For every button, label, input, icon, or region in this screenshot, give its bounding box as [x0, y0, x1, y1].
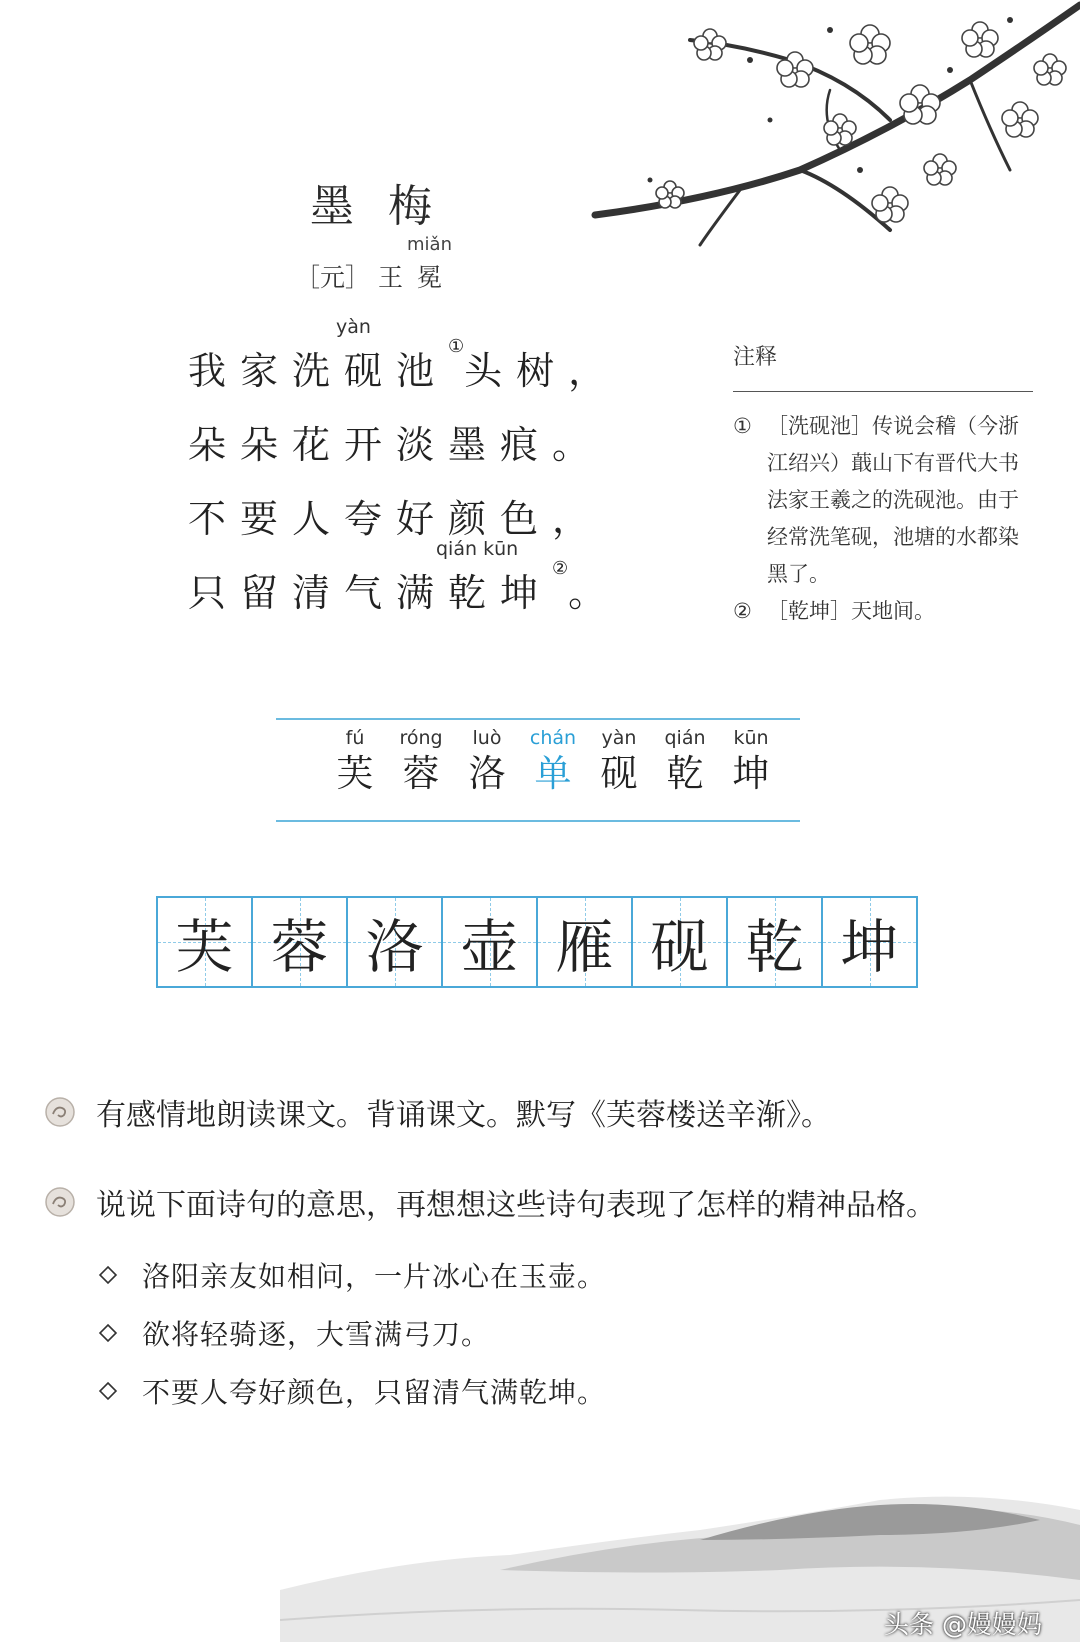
char-pinyin: yàn: [601, 727, 637, 749]
footnote-marker: ②: [552, 558, 569, 579]
char-hanzi: 芙: [336, 752, 374, 795]
grid-cell: [823, 898, 916, 986]
sub-item: [98, 1371, 606, 1411]
exercise-text: 说说下面诗句的意思，再想想这些诗句表现了怎样的精神品格。: [96, 1188, 936, 1223]
notes-panel: [733, 340, 1033, 630]
note-item: [733, 593, 1033, 630]
poem-line-text: 不要人夸好颜色，: [188, 497, 605, 541]
note-item: [733, 408, 1033, 593]
char-pinyin: luò: [472, 727, 502, 749]
sub-item: [98, 1255, 606, 1295]
poem-line-pinyin: yàn: [336, 316, 371, 338]
poem-line: [188, 538, 621, 636]
author-name: 王冕: [377, 263, 456, 292]
char-hanzi: 乾: [666, 752, 704, 795]
grid-cell: [348, 898, 443, 986]
grid-char: 芙: [175, 913, 234, 981]
poem-line-text: 头树，: [464, 349, 621, 393]
notes-heading: 注释: [733, 345, 778, 370]
author-line: [295, 234, 456, 294]
watermark: 头条 @嫚嫚妈: [884, 1610, 1042, 1639]
grid-char: 雁: [555, 913, 614, 981]
note-number: ②: [733, 599, 752, 623]
grid-cell: [443, 898, 538, 986]
poem-line: [188, 414, 620, 488]
footnote-marker: ①: [448, 336, 465, 357]
char-pinyin: kūn: [733, 727, 769, 749]
grid-char: 蓉: [270, 913, 329, 981]
recognize-char: [322, 724, 388, 796]
poem-line-text: 我家洗砚池: [188, 349, 449, 393]
grid-char: 砚: [650, 913, 709, 981]
grid-cell: [633, 898, 728, 986]
recognize-char: [454, 724, 520, 796]
char-hanzi: 坤: [732, 752, 770, 795]
recognize-char: [718, 724, 784, 796]
char-pinyin: fú: [345, 727, 365, 749]
note-number: ①: [733, 414, 752, 438]
sub-item-text: 洛阳亲友如相问，一片冰心在玉壶。: [142, 1260, 607, 1293]
diamond-bullet-icon: [98, 1265, 118, 1285]
grid-char: 洛: [365, 913, 424, 981]
poem-line-text: 只留清气满乾坤: [188, 571, 553, 615]
notes-divider: [733, 391, 1033, 392]
diamond-bullet-icon: [98, 1323, 118, 1343]
poem-line: [188, 316, 621, 414]
swirl-bullet-icon: [44, 1096, 76, 1128]
sub-item: [98, 1313, 490, 1353]
swirl-bullet-icon: [44, 1186, 76, 1218]
grid-cell: [253, 898, 348, 986]
plum-blossom-illustration: [590, 0, 1080, 250]
char-hanzi: 蓉: [402, 752, 440, 795]
diamond-bullet-icon: [98, 1381, 118, 1401]
poem-line-text: 朵朵花开淡墨痕。: [188, 423, 605, 467]
lesson-title: 墨梅: [310, 181, 466, 232]
exercise-item: [44, 1180, 936, 1224]
sub-item-text: 不要人夸好颜色，只留清气满乾坤。: [142, 1376, 607, 1409]
recognize-characters-bar: [276, 718, 800, 822]
poem-line-text: 。: [568, 571, 621, 615]
char-hanzi: 单: [534, 752, 572, 795]
exercise-item: [44, 1090, 831, 1134]
author-dynasty: ［元］: [295, 263, 371, 292]
recognize-char-highlighted: [520, 724, 586, 796]
char-pinyin: chán: [529, 727, 577, 749]
grid-cell: [538, 898, 633, 986]
grid-cell: [158, 898, 253, 986]
sub-item-text: 欲将轻骑逐，大雪满弓刀。: [142, 1318, 491, 1351]
poem-line-pinyin: qián kūn: [436, 538, 519, 560]
recognize-char: [586, 724, 652, 796]
grid-cell: [728, 898, 823, 986]
author-name-pinyin: miǎn: [407, 234, 452, 255]
recognize-char: [652, 724, 718, 796]
grid-char: 坤: [840, 913, 899, 981]
char-pinyin: róng: [399, 727, 443, 749]
writing-grid: [156, 896, 918, 988]
char-pinyin: qián: [664, 727, 706, 749]
recognize-char: [388, 724, 454, 796]
grid-char: 壶: [460, 913, 519, 981]
grid-char: 乾: [745, 913, 804, 981]
poem-line: [188, 488, 620, 562]
char-hanzi: 砚: [600, 752, 638, 795]
exercise-text: 有感情地朗读课文。背诵课文。默写《芙蓉楼送辛渐》。: [96, 1098, 831, 1133]
poem-body: [188, 316, 621, 636]
note-text: ［乾坤］天地间。: [767, 599, 935, 623]
note-text: ［洗砚池］传说会稽（今浙江绍兴）蕺山下有晋代大书法家王羲之的洗砚池。由于经常洗笔砚，池塘的水都染黑了。: [767, 414, 1019, 586]
char-hanzi: 洛: [468, 752, 506, 795]
